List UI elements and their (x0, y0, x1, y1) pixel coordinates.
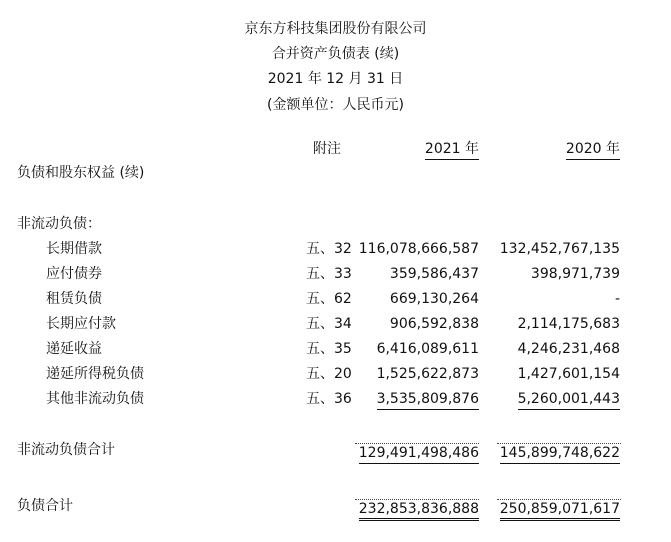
col-note-header: 附注 (313, 141, 341, 157)
row-note: 五、62 (306, 291, 352, 307)
row-value-2021: 3,535,809,876 (377, 390, 479, 410)
row-label: 长期借款 (46, 241, 102, 257)
row-value-2020: 398,971,739 (530, 266, 620, 282)
total-label: 负债合计 (17, 498, 73, 514)
row-value-2021: 6,416,089,611 (376, 341, 479, 357)
row-note: 五、34 (306, 316, 352, 332)
row-label: 租赁负债 (46, 291, 102, 307)
row-value-2021: 1,525,622,873 (376, 366, 479, 382)
subtotal-label: 非流动负债合计 (17, 442, 115, 458)
row-note: 五、35 (306, 341, 352, 357)
statement-date: 2021 年 12 月 31 日 (267, 71, 404, 87)
row-label: 递延收益 (46, 341, 102, 357)
company-name: 京东方科技集团股份有限公司 (244, 21, 427, 37)
row-value-2020: - (614, 291, 620, 307)
row-label: 递延所得税负债 (46, 366, 144, 382)
statement-title: 合并资产负债表 (续) (271, 46, 400, 62)
row-note: 五、20 (306, 366, 352, 382)
currency-unit: (金额单位：人民币元) (267, 97, 404, 113)
row-note: 五、33 (306, 266, 352, 282)
col-2020-header: 2020 年 (566, 140, 620, 160)
row-value-2020: 2,114,175,683 (517, 316, 620, 332)
row-value-2020: 4,246,231,468 (517, 341, 620, 357)
group-title: 非流动负债： (17, 216, 101, 232)
total-value-2021: 232,853,836,888 (359, 500, 479, 521)
row-label: 应付债券 (46, 266, 102, 282)
row-value-2021: 669,130,264 (389, 291, 479, 307)
row-value-2020: 1,427,601,154 (517, 366, 620, 382)
row-value-2021: 359,586,437 (389, 266, 479, 282)
row-value-2021: 906,592,838 (389, 316, 479, 332)
row-note: 五、36 (306, 391, 352, 407)
col-2021-header: 2021 年 (425, 140, 479, 160)
row-value-2021: 116,078,666,587 (358, 241, 479, 257)
row-label: 长期应付款 (46, 316, 116, 332)
row-value-2020: 5,260,001,443 (518, 390, 620, 410)
row-label: 其他非流动负债 (46, 391, 144, 407)
total-value-2020: 250,859,071,617 (500, 500, 620, 521)
row-note: 五、32 (306, 241, 352, 257)
row-value-2020: 132,452,767,135 (499, 241, 620, 257)
section-title: 负债和股东权益 (续) (17, 165, 145, 181)
subtotal-value-2020: 145,899,748,622 (500, 444, 620, 464)
subtotal-value-2021: 129,491,498,486 (359, 444, 479, 464)
